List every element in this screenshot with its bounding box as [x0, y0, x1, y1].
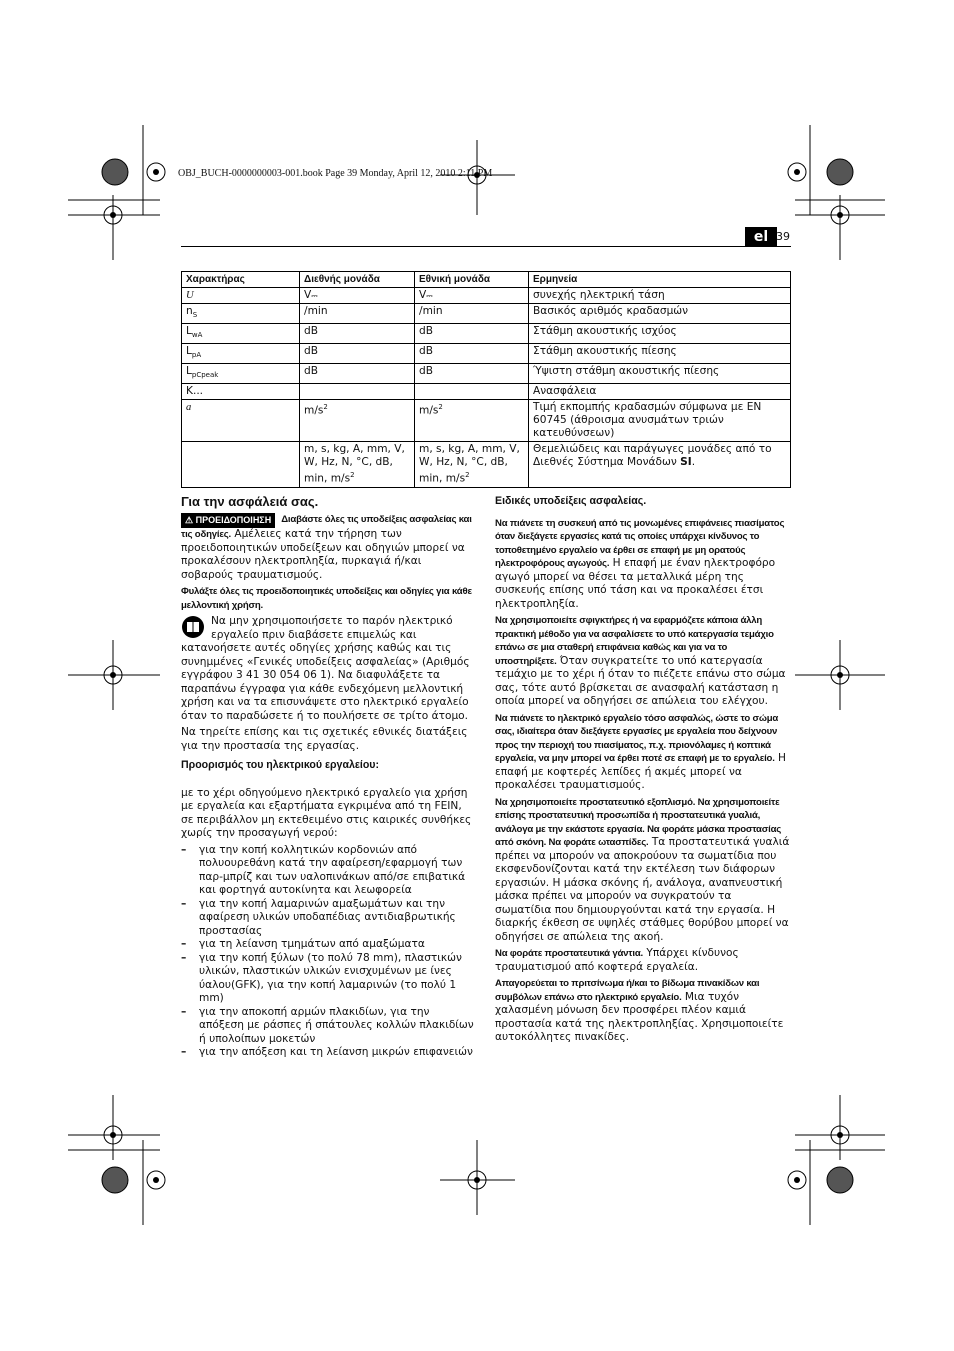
- special-safety-title: Ειδικές υποδείξεις ασφαλείας.: [495, 495, 647, 507]
- table-row: [182, 304, 791, 324]
- cell-national: dB: [415, 364, 529, 384]
- cell-symbol: a: [182, 400, 300, 442]
- list-item: – για την κοπή λαμαρινών αμαξωμάτων και την αφαίρεση υλικών υποδαπέδιας αντιδιαβρωτικής προστασίας: [181, 898, 477, 939]
- purpose-title: Προορισμός του ηλεκτρικού εργαλείου:: [181, 759, 379, 771]
- table-row: [182, 400, 791, 442]
- table-header-row: [182, 272, 791, 288]
- safety-paragraph: Να πιάνετε το ηλεκτρικό εργαλείο τόσο ασφαλώς, ώστε το σώμα σας, ιδιαίτερα όταν διεξάγετε εργασίες με εργαλεία που δείχνουν προς την περιοχή του πιασίματος, π.χ. πριονόλαμες ή κοπτικά εργαλεία, να μην μπορεί να έρθει ποτέ σε επαφή με το εργαλείο. Η επαφή με κοφτερές λεπίδες ή ακμές μπορεί να προκαλέσει τραυματισμούς.: [495, 712, 787, 791]
- cell-intl: /min: [300, 304, 415, 324]
- manual-paragraph: Να μην χρησιμοποιήσετε το παρόν ηλεκτρικό εργαλείο πριν διαβάσετε επιμελώς και κατανοήσετε αυτές οδηγίες χρήσης καθώς και τις συνημμένες «Γενικές υποδείξεις ασφαλείας» (Αριθμός εγγράφου 3 41 30 054 06 1). Να διαφυλάξετε τα παραπάνω έγγραφα για κάθε ενδεχόμενη μελλοντική χρήση και να τα επισυνάψετε στο ηλεκτρικό εργαλείο όταν το παραδώσετε ή το πουλήσετε σε τρίτο άτομο.: [181, 615, 470, 722]
- cell-meaning: Ανασφάλεια: [529, 384, 791, 400]
- list-item: – για την αποκοπή αρμών πλακιδίων, για την απόξεση με ράσπες ή σπάτουλες κολλών πλακιδίων ή υπολοίπων μοκετών: [181, 1006, 477, 1047]
- cell-meaning: συνεχής ηλεκτρική τάση: [529, 288, 791, 304]
- header-rule: [181, 246, 791, 247]
- header-national: Εθνική μονάδα: [415, 272, 529, 288]
- cell-national: dB: [415, 324, 529, 344]
- cell-intl: $m/s^2$: [300, 400, 415, 442]
- cell-meaning: Στάθμη ακουστικής πίεσης: [529, 344, 791, 364]
- warning-paragraph: ⚠ ΠΡΟΕΙΔΟΠΟΙΗΣΗ Διαβάστε όλες τις υποδείξεις ασφαλείας και τις οδηγίες. Αμέλειες κατά την τήρηση των προειδοποιητικών υποδείξεων και οδηγιών μπορεί να προκαλέσουν ηλεκτροπληξία, πυρκαγιά ή/και σοβαρούς τραυματισμούς.: [181, 513, 472, 581]
- cell-intl: m, s, kg, A, mm, V, W, Hz, N, °C, dB, min, $m/s^2$: [300, 442, 415, 488]
- table-row: [182, 324, 791, 344]
- cell-national: dB: [415, 344, 529, 364]
- cell-symbol: K...: [182, 384, 300, 400]
- cell-intl: dB: [300, 344, 415, 364]
- table-row: [182, 344, 791, 364]
- cell-intl: dB: [300, 324, 415, 344]
- cell-intl: [300, 384, 415, 400]
- cell-intl: V⎓: [300, 288, 415, 304]
- cell-intl: dB: [300, 364, 415, 384]
- safety-paragraph: Να φοράτε προστατευτικά γάντια. Υπάρχει κίνδυνος τραυματισμού από κοφτερά εργαλεία.: [495, 947, 739, 973]
- table-row: [182, 442, 791, 488]
- header-symbol: Χαρακτήρας: [182, 272, 300, 288]
- header-meaning: Ερμηνεία: [529, 272, 791, 288]
- list-item: – για την κοπή ξύλων (το πολύ 78 mm), πλαστικών υλικών, πλαστικών υλικών ενισχυμένων με ίνες ύαλου(GFK), για την κοπή λαμαρινών (το πολύ 1 mm): [181, 952, 477, 1006]
- cell-symbol: $L_{pCpeak}$: [182, 364, 300, 384]
- list-item: – για τη λείανση τμημάτων από αμαξώματα: [181, 938, 477, 952]
- cell-meaning: Τιμή εκπομπής κραδασμών σύμφωνα με EN 60745 (άθροισμα ανυσμάτων τριών κατευθύνσεων): [529, 400, 791, 442]
- left-column: [181, 495, 477, 1060]
- safety-paragraph: Να πιάνετε τη συσκευή από τις μονωμένες επιφάνειες πιασίματος όταν διεξάγετε εργασίες κατά τις οποίες υπάρχει κίνδυνος το τοποθετημένο εργαλείο να έρθει σε επαφή με μη ορατούς ηλεκτροφόρους αγωγούς. Η επαφή με έναν ηλεκτροφόρο αγωγό μπορεί να θέσει τα μεταλλικά μέρη της συσκευής επίσης υπό τάση και να προκαλέσει έτσι ηλεκτροπληξία.: [495, 517, 785, 610]
- safety-paragraph: Να χρησιμοποιείτε σφιγκτήρες ή να εφαρμόζετε κάποια άλλη πρακτική μέθοδο για να ασφαλίσετε το υπό κατεργασία τεμάχιο επάνω σε μια σταθερή επιφάνεια καθώς και για να το υποστηρίξετε. Όταν συγκρατείτε το υπό κατεργασία τεμάχιο με το χέρι ή όταν το πιέζετε επάνω στο σώμα σας, τότε αυτό βρίσκεται σε ανασφαλή κατάσταση η οποία μπορεί να οδηγήσει σε απώλεια του ελέγχου.: [495, 615, 786, 707]
- cell-symbol: $L_{pA}$: [182, 344, 300, 364]
- header-intl: Διεθνής μονάδα: [300, 272, 415, 288]
- cell-symbol: U: [182, 288, 300, 304]
- purpose-text: με το χέρι οδηγούμενο ηλεκτρικό εργαλείο για χρήση με εργαλεία και εξαρτήματα εγκριμένα από τη FEIN, σε περιβάλλον μη εκτεθειμένο στις καιρικές συνθήκες χωρίς την προσαγωγή νερού:: [181, 786, 472, 839]
- table-row: [182, 288, 791, 304]
- read-manual-icon: [181, 615, 205, 639]
- page-number: 39: [776, 230, 790, 243]
- cell-national: m, s, kg, A, mm, V, W, Hz, N, °C, dB, min, $m/s^2$: [415, 442, 529, 488]
- cell-symbol: $L_{wA}$: [182, 324, 300, 344]
- table-row: [182, 364, 791, 384]
- right-column: [495, 495, 791, 1048]
- keep-instructions: Φυλάξτε όλες τις προειδοποιητικές υποδείξεις και οδηγίες για κάθε μελλοντική χρήση.: [181, 586, 472, 611]
- cell-national: [415, 384, 529, 400]
- book-meta-line: OBJ_BUCH-0000000003-001.book Page 39 Monday, April 12, 2010 2:11 PM: [178, 168, 493, 179]
- cell-symbol: [182, 442, 300, 488]
- cell-meaning: Βασικός αριθμός κραδασμών: [529, 304, 791, 324]
- language-tab: el: [745, 227, 777, 247]
- cell-national: $m/s^2$: [415, 400, 529, 442]
- safety-paragraph: Να χρησιμοποιείτε προστατευτικό εξοπλισμό. Να χρησιμοποιείτε επίσης προστατευτική προσωπίδα ή προστατευτικά γυαλιά, ανάλογα με την εκάστοτε εργασία. Να φοράτε μάσκα προστασίας από σκόνη. Να φοράτε ωτασπίδες. Τα προστατευτικά γυαλιά πρέπει να μπορούν να αποκρούουν τα σωματίδια που εκσφενδονίζονται κατά την εκτέλεση των διάφορων εργασιών. Η μάσκα σκόνης ή, ανάλογα, αναπνευστική μάσκα πρέπει να μπορούν να συγκρατούν τα σωματίδια που δημιουργούνται κατά την εργασία. Η διαρκής έκθεση σε υψηλές στάθμες θορύβου μπορεί να οδηγήσει σε απώλεια της ακοή.: [495, 796, 790, 943]
- section-title-safety: Για την ασφάλειά σας.: [181, 494, 319, 509]
- cell-meaning: Θεμελιώδεις και παράγωγες μονάδες από το Διεθνές Σύστημα Μονάδων SI.: [529, 442, 791, 488]
- cell-national: V⎓: [415, 288, 529, 304]
- list-item: – για την απόξεση και τη λείανση μικρών επιφανειών: [181, 1046, 477, 1060]
- table-row: [182, 384, 791, 400]
- national-regulations: Να τηρείτε επίσης και τις σχετικές εθνικές διατάξεις για την προστασία της εργασίας.: [181, 726, 468, 752]
- safety-paragraph: Απαγορεύεται το πριτσίνωμα ή/και το βίδωμα πινακίδων και συμβόλων επάνω στο ηλεκτρικό εργαλείο. Μια τυχόν χαλασμένη μόνωση δεν προσφέρει πλέον καμιά προστασία κατά της ηλεκτροπληξίας. Χρησιμοποιείτε αυτοκόλλητες πινακίδες.: [495, 978, 784, 1043]
- cell-meaning: Στάθμη ακουστικής ισχύος: [529, 324, 791, 344]
- purpose-list: [181, 844, 477, 1060]
- list-item: – για την κοπή κολλητικών κορδονιών από πολυουρεθάνη κατά την αφαίρεση/εφαρμογή των παρ-μπρίζ και των υαλοπινάκων από/σε επιβατικά και φορτηγά αυτοκίνητα και λεωφορεία: [181, 844, 477, 898]
- cell-symbol: $n_S$: [182, 304, 300, 324]
- warning-badge: ⚠ ΠΡΟΕΙΔΟΠΟΙΗΣΗ: [181, 513, 275, 529]
- units-table: [181, 271, 791, 488]
- cell-meaning: Ύψιστη στάθμη ακουστικής πίεσης: [529, 364, 791, 384]
- cell-national: /min: [415, 304, 529, 324]
